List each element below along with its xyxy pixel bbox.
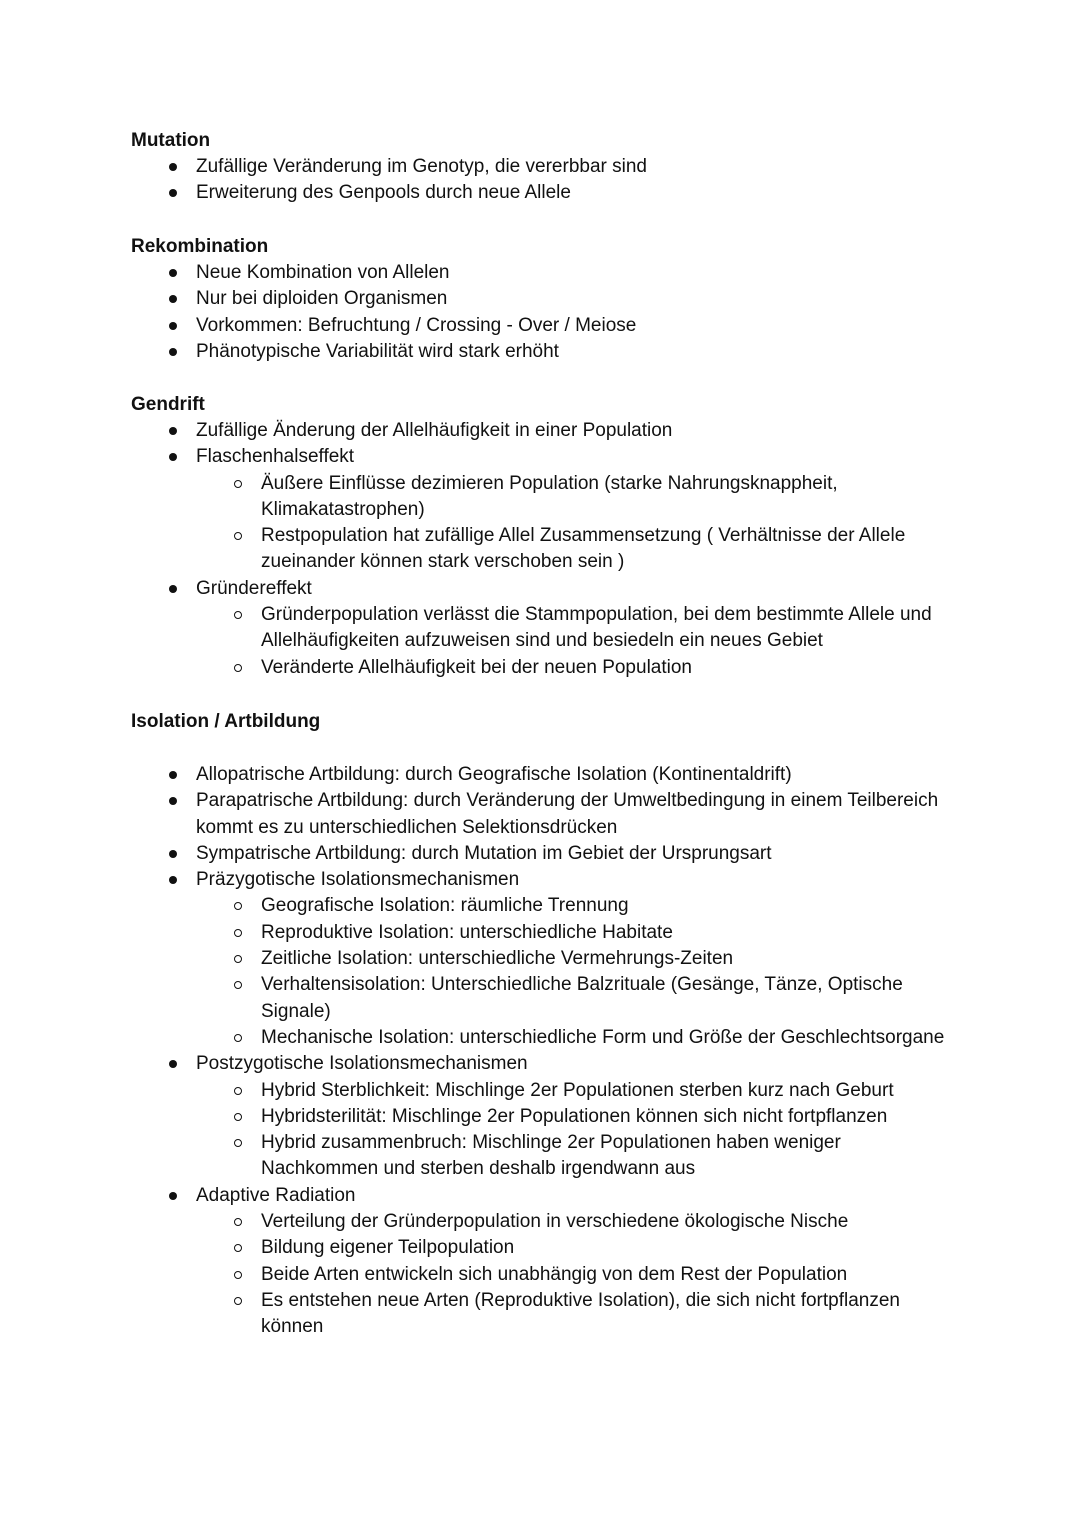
sub-list-item: Es entstehen neue Arten (Reproduktive Isolation), die sich nicht fortpflanzen können xyxy=(196,1288,951,1341)
bullet-list xyxy=(131,260,951,365)
sub-list-item: Mechanische Isolation: unterschiedliche Form und Größe der Geschlechtsorgane xyxy=(196,1025,951,1051)
list-item-label: Gründereffekt xyxy=(196,577,312,599)
list-item xyxy=(131,576,951,681)
sub-list-item: Gründerpopulation verlässt die Stammpopulation, bei dem bestimmte Allele und Allelhäufigkeiten aufzuweisen sind und besiedeln ein neues Gebiet xyxy=(196,602,951,655)
sub-list xyxy=(196,471,951,576)
sub-list-item: Hybridsterilität: Mischlinge 2er Populationen können sich nicht fortpflanzen xyxy=(196,1104,951,1130)
sub-list xyxy=(196,893,951,1051)
section-heading: Isolation / Artbildung xyxy=(131,711,321,732)
section-heading: Rekombination xyxy=(131,236,269,257)
sub-list-item: Veränderte Allelhäufigkeit bei der neuen Population xyxy=(196,655,951,681)
bullet-list xyxy=(131,418,951,681)
list-item-label: Postzygotische Isolationsmechanismen xyxy=(196,1053,528,1075)
sub-list-item: Verteilung der Gründerpopulation in verschiedene ökologische Nische xyxy=(196,1209,951,1235)
list-item: Sympatrische Artbildung: durch Mutation im Gebiet der Ursprungsart xyxy=(131,841,951,867)
list-item: Erweiterung des Genpools durch neue Allele xyxy=(131,180,951,206)
list-item: Vorkommen: Befruchtung / Crossing - Over / Meiose xyxy=(131,313,951,339)
bullet-list xyxy=(131,762,951,1341)
section-isolation-artbildung xyxy=(131,709,951,1341)
section-heading: Gendrift xyxy=(131,394,205,415)
list-item: Neue Kombination von Allelen xyxy=(131,260,951,286)
sub-list-item: Hybrid zusammenbruch: Mischlinge 2er Populationen haben weniger Nachkommen und sterben deshalb irgendwann aus xyxy=(196,1130,951,1183)
sub-list-item: Reproduktive Isolation: unterschiedliche Habitate xyxy=(196,920,951,946)
sub-list-item: Äußere Einflüsse dezimieren Population (starke Nahrungsknappheit, Klimakatastrophen) xyxy=(196,471,951,524)
list-item-label: Präzygotische Isolationsmechanismen xyxy=(196,869,520,891)
list-item: Zufällige Änderung der Allelhäufigkeit in einer Population xyxy=(131,418,951,444)
section-heading: Mutation xyxy=(131,130,211,151)
sub-list xyxy=(196,1209,951,1340)
list-item: Zufällige Veränderung im Genotyp, die vererbbar sind xyxy=(131,154,951,180)
list-item-label: Adaptive Radiation xyxy=(196,1184,356,1206)
sub-list-item: Beide Arten entwickeln sich unabhängig von dem Rest der Population xyxy=(196,1262,951,1288)
list-item: Nur bei diploiden Organismen xyxy=(131,286,951,312)
section-mutation xyxy=(131,128,951,207)
sub-list-item: Hybrid Sterblichkeit: Mischlinge 2er Populationen sterben kurz nach Geburt xyxy=(196,1078,951,1104)
sub-list xyxy=(196,602,951,681)
sub-list-item: Zeitliche Isolation: unterschiedliche Vermehrungs-Zeiten xyxy=(196,946,951,972)
list-item: Parapatrische Artbildung: durch Veränderung der Umweltbedingung in einem Teilbereich kommt es zu unterschiedlichen Selektionsdrücken xyxy=(131,788,951,841)
sub-list-item: Geografische Isolation: räumliche Trennung xyxy=(196,893,951,919)
sub-list-item: Verhaltensisolation: Unterschiedliche Balzrituale (Gesänge, Tänze, Optische Signale) xyxy=(196,972,951,1025)
sub-list xyxy=(196,1078,951,1183)
list-item xyxy=(131,1183,951,1341)
list-item: Phänotypische Variabilität wird stark erhöht xyxy=(131,339,951,365)
sub-list-item: Restpopulation hat zufällige Allel Zusammensetzung ( Verhältnisse der Allele zueinander können stark verschoben sein ) xyxy=(196,523,951,576)
list-item xyxy=(131,1051,951,1182)
list-item xyxy=(131,867,951,1051)
section-gendrift xyxy=(131,392,951,681)
list-item: Allopatrische Artbildung: durch Geografische Isolation (Kontinentaldrift) xyxy=(131,762,951,788)
bullet-list xyxy=(131,154,951,207)
list-item-label: Flaschenhalseffekt xyxy=(196,446,355,468)
section-rekombination xyxy=(131,234,951,365)
list-item xyxy=(131,444,951,575)
sub-list-item: Bildung eigener Teilpopulation xyxy=(196,1235,951,1261)
